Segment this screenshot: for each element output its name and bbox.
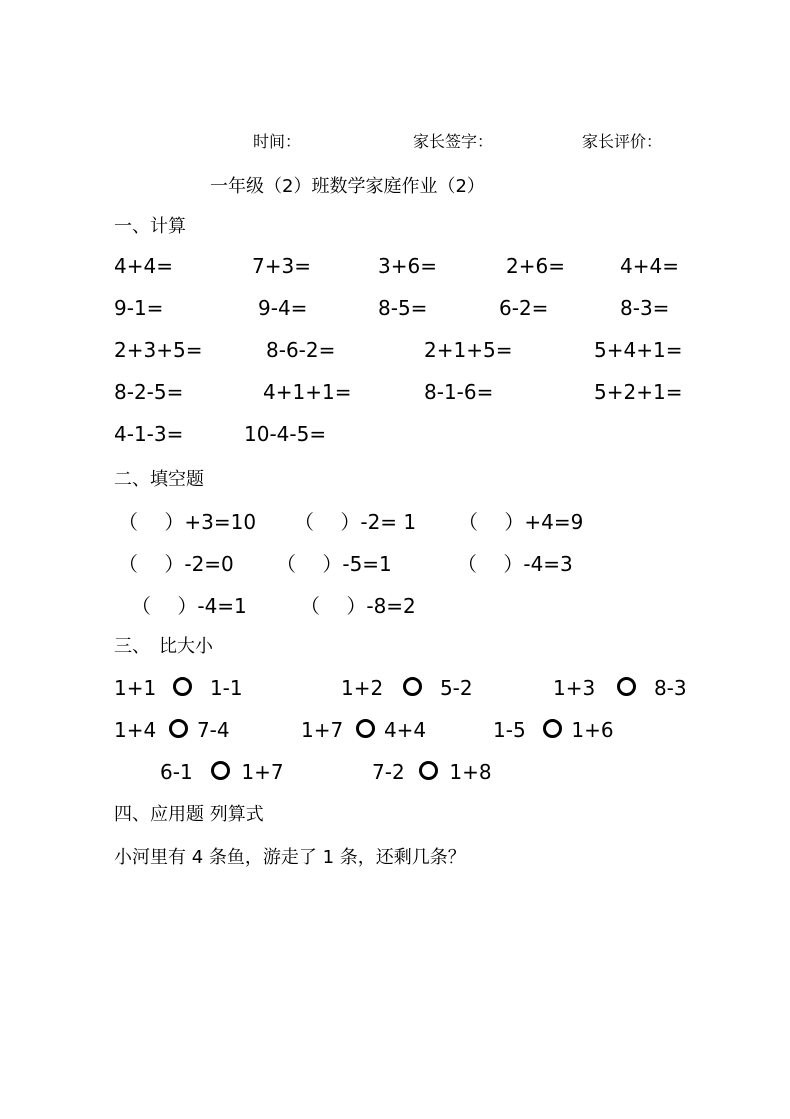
compare-left: 1+7: [301, 718, 344, 742]
compare-problem: [493, 718, 614, 742]
compare-problem: [114, 718, 230, 742]
calc-problem: 8-1-6=: [424, 380, 494, 404]
section-fill-blank-heading: 二、填空题: [114, 469, 204, 490]
calc-problem: 8-5=: [378, 296, 428, 320]
calc-problem: 6-2=: [499, 296, 549, 320]
compare-circle-icon: [211, 761, 230, 780]
compare-right: 1-1: [209, 676, 243, 700]
compare-right: 4+4: [383, 718, 427, 742]
compare-circle-icon: [169, 719, 188, 738]
fill-blank-problem: （ ）-2=0: [118, 552, 234, 576]
compare-circle-icon: [356, 719, 375, 738]
calc-problem: 8-2-5=: [114, 380, 184, 404]
compare-problem: [553, 676, 687, 700]
calc-problem: 9-1=: [114, 296, 164, 320]
compare-problem: [114, 676, 243, 700]
compare-circle-icon: [543, 719, 562, 738]
calc-problem: 4-1-3=: [114, 422, 184, 446]
compare-problem: [160, 760, 284, 784]
calc-problem: 4+1+1=: [263, 380, 352, 404]
fill-blank-problem: （ ）-2= 1: [294, 510, 417, 534]
section-calculation-heading: 一、计算: [114, 216, 186, 237]
calc-problem: 8-6-2=: [266, 338, 336, 362]
compare-right: 1+8: [449, 760, 492, 784]
compare-left: 1+4: [114, 718, 157, 742]
compare-problem: [301, 718, 426, 742]
calc-problem: 4+4=: [620, 254, 679, 278]
calc-problem: 5+4+1=: [594, 338, 683, 362]
compare-circle-icon: [617, 677, 636, 696]
compare-left: 1-5: [493, 718, 526, 742]
calc-problem: 2+3+5=: [114, 338, 203, 362]
section-word-problem-heading: 四、应用题 列算式: [114, 804, 264, 825]
calc-problem: 7+3=: [252, 254, 311, 278]
compare-problem: [341, 676, 473, 700]
compare-right: 5-2: [439, 676, 473, 700]
compare-right: 1+7: [241, 760, 284, 784]
compare-right: 7-4: [196, 718, 230, 742]
compare-circle-icon: [173, 677, 192, 696]
compare-right: 1+6: [571, 718, 614, 742]
compare-circle-icon: [403, 677, 422, 696]
fill-blank-problem: （ ）-4=1: [131, 594, 247, 618]
fill-blank-problem: （ ）+3=10: [118, 510, 257, 534]
calc-problem: 2+1+5=: [424, 338, 513, 362]
compare-left: 6-1: [160, 760, 193, 784]
compare-problem: [372, 760, 492, 784]
fill-blank-problem: （ ）-4=3: [457, 552, 573, 576]
compare-left: 1+2: [341, 676, 384, 700]
compare-left: 1+1: [114, 676, 157, 700]
parent-signature-label: 家长签字：: [413, 132, 494, 151]
calc-problem: 9-4=: [258, 296, 308, 320]
compare-circle-icon: [419, 761, 438, 780]
calc-problem: 3+6=: [378, 254, 437, 278]
fill-blank-problem: （ ）+4=9: [458, 510, 584, 534]
section-compare-heading: 三、 比大小: [114, 636, 213, 657]
compare-left: 7-2: [372, 760, 405, 784]
time-label: 时间：: [253, 132, 302, 151]
calc-problem: 2+6=: [506, 254, 565, 278]
calc-problem: 4+4=: [114, 254, 173, 278]
word-problem-question: 小河里有 4 条鱼，游走了 1 条，还剩几条？: [114, 847, 466, 868]
calc-problem: 8-3=: [620, 296, 670, 320]
calc-problem: 10-4-5=: [244, 422, 327, 446]
fill-blank-problem: （ ）-5=1: [276, 552, 392, 576]
worksheet-title: 一年级（2）班数学家庭作业（2）: [210, 176, 485, 197]
parent-evaluation-label: 家长评价：: [582, 132, 663, 151]
compare-left: 1+3: [553, 676, 596, 700]
calc-problem: 5+2+1=: [594, 380, 683, 404]
fill-blank-problem: （ ）-8=2: [300, 594, 416, 618]
compare-right: 8-3: [653, 676, 687, 700]
